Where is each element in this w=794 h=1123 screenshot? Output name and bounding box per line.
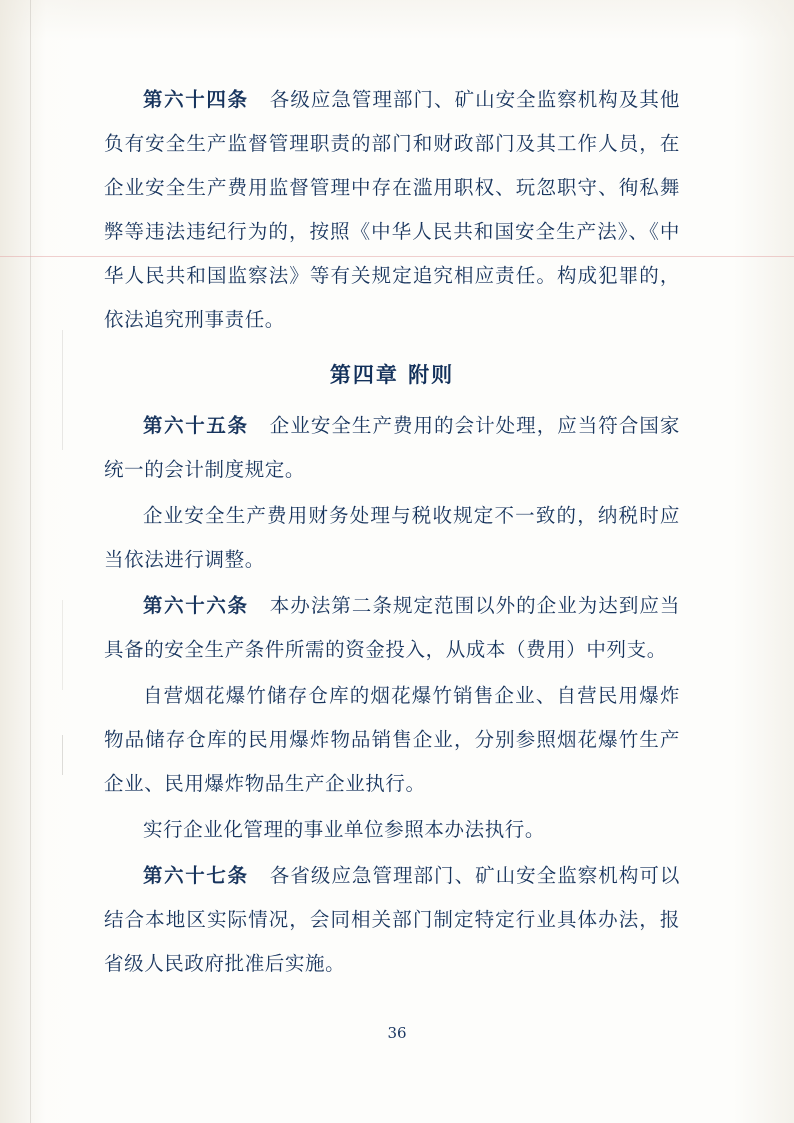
scan-artifact-line bbox=[62, 735, 63, 775]
article-paragraph bbox=[104, 494, 680, 582]
chapter-heading: 第四章 附则 bbox=[329, 362, 455, 387]
article-text: 实行企业化管理的事业单位参照本办法执行。 bbox=[143, 818, 546, 841]
article-text: 企业安全生产费用的会计处理，应当符合国家统一的会计制度规定。 bbox=[104, 414, 680, 481]
article-label: 第六十七条 bbox=[143, 864, 270, 887]
scan-artifact-line bbox=[62, 330, 63, 450]
article-label: 第六十六条 bbox=[143, 594, 270, 617]
scan-artifact-line bbox=[30, 0, 31, 1123]
article-paragraph bbox=[104, 854, 680, 986]
article-text: 各省级应急管理部门、矿山安全监察机构可以结合本地区实际情况，会同相关部门制定特定行业具体办法，报省级人民政府批准后实施。 bbox=[104, 864, 680, 975]
article-paragraph bbox=[104, 584, 680, 672]
article-paragraph bbox=[104, 404, 680, 492]
article-text: 各级应急管理部门、矿山安全监察机构及其他负有安全生产监督管理职责的部门和财政部门及其工作人员，在企业安全生产费用监督管理中存在滥用职权、玩忽职守、徇私舞弊等违法违纪行为的，按照《中华人民共和国安全生产法》、《中华人民共和国监察法》等有关规定追究相应责任。构成犯罪的，依法追究刑事责任。 bbox=[104, 88, 680, 331]
article-label: 第六十五条 bbox=[143, 414, 270, 437]
article-paragraph bbox=[104, 674, 680, 806]
article-text: 企业安全生产费用财务处理与税收规定不一致的，纳税时应当依法进行调整。 bbox=[104, 504, 680, 571]
page-number: 36 bbox=[387, 1024, 407, 1042]
scan-artifact-line bbox=[62, 600, 63, 690]
article-paragraph bbox=[104, 78, 680, 342]
article-label: 第六十四条 bbox=[143, 88, 270, 111]
article-text: 本办法第二条规定范围以外的企业为达到应当具备的安全生产条件所需的资金投入，从成本（费用）中列支。 bbox=[104, 594, 680, 661]
article-paragraph bbox=[104, 808, 680, 852]
article-text: 自营烟花爆竹储存仓库的烟花爆竹销售企业、自营民用爆炸物品储存仓库的民用爆炸物品销售企业，分别参照烟花爆竹生产企业、民用爆炸物品生产企业执行。 bbox=[104, 684, 680, 795]
document-body bbox=[104, 78, 680, 988]
